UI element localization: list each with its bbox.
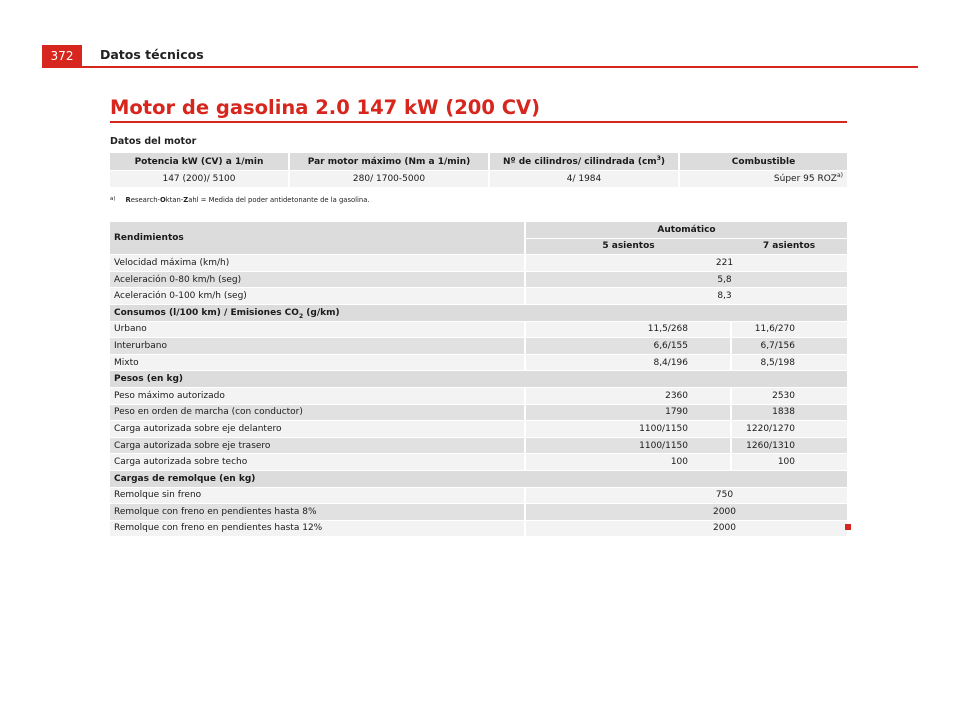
perf-header-row-1 bbox=[110, 222, 847, 238]
cell-fuel bbox=[679, 171, 847, 188]
row-value: 221 bbox=[525, 255, 847, 272]
page-title: Motor de gasolina 2.0 147 kW (200 CV) bbox=[110, 96, 541, 119]
title-divider bbox=[110, 121, 847, 123]
performance-table bbox=[110, 222, 847, 537]
section-label-pre: Consumos (l/100 km) / Emisiones CO bbox=[114, 307, 299, 318]
header-divider bbox=[42, 66, 918, 68]
row-value-5: 100 bbox=[525, 454, 731, 471]
table-row bbox=[110, 338, 847, 355]
section-label bbox=[110, 304, 847, 321]
row-value-7: 6,7/156 bbox=[731, 338, 847, 355]
table-row bbox=[110, 520, 847, 537]
row-value: 2000 bbox=[525, 504, 847, 521]
header-cylinders-sup: 3 bbox=[656, 154, 661, 162]
header-torque: Par motor máximo (Nm a 1/min) bbox=[289, 153, 489, 171]
row-value-5: 8,4/196 bbox=[525, 354, 731, 371]
row-value-7: 1838 bbox=[731, 404, 847, 421]
row-label: Peso máximo autorizado bbox=[110, 387, 525, 404]
row-label: Remolque sin freno bbox=[110, 487, 525, 504]
table-row bbox=[110, 421, 847, 438]
header-power: Potencia kW (CV) a 1/min bbox=[110, 153, 289, 171]
perf-col-label: Rendimientos bbox=[110, 222, 525, 255]
end-of-section-marker bbox=[845, 524, 851, 530]
row-value-7: 1220/1270 bbox=[731, 421, 847, 438]
row-label: Peso en orden de marcha (con conductor) bbox=[110, 404, 525, 421]
section-title: Datos técnicos bbox=[100, 47, 204, 62]
table-row bbox=[110, 321, 847, 338]
table-row bbox=[110, 437, 847, 454]
section-label-post: (g/km) bbox=[303, 307, 340, 318]
cell-cylinders: 4/ 1984 bbox=[489, 171, 679, 188]
cell-power: 147 (200)/ 5100 bbox=[110, 171, 289, 188]
table-row bbox=[110, 387, 847, 404]
row-value: 2000 bbox=[525, 520, 847, 537]
table-row bbox=[110, 487, 847, 504]
row-label: Velocidad máxima (km/h) bbox=[110, 255, 525, 272]
footnote-t3: ahl = Medida del poder antidetonante de la gasolina. bbox=[188, 196, 370, 204]
row-label: Urbano bbox=[110, 321, 525, 338]
row-label: Carga autorizada sobre eje delantero bbox=[110, 421, 525, 438]
section-row-consumption bbox=[110, 304, 847, 321]
footnote-z: Z bbox=[183, 196, 189, 204]
row-value: 750 bbox=[525, 487, 847, 504]
row-value-5: 11,5/268 bbox=[525, 321, 731, 338]
row-value-7: 11,6/270 bbox=[731, 321, 847, 338]
row-label: Carga autorizada sobre eje trasero bbox=[110, 437, 525, 454]
footnote-t1: esearch- bbox=[130, 196, 160, 204]
row-value-7: 2530 bbox=[731, 387, 847, 404]
cell-torque: 280/ 1700-5000 bbox=[289, 171, 489, 188]
engine-table-row bbox=[110, 171, 847, 188]
footnote-r: R bbox=[125, 196, 131, 204]
row-label: Aceleración 0-100 km/h (seg) bbox=[110, 288, 525, 305]
perf-sub-5-seats: 5 asientos bbox=[525, 238, 731, 255]
table-row bbox=[110, 454, 847, 471]
table-row bbox=[110, 504, 847, 521]
section-label: Pesos (en kg) bbox=[110, 371, 847, 388]
row-value-5: 1100/1150 bbox=[525, 437, 731, 454]
row-value-7: 8,5/198 bbox=[731, 354, 847, 371]
engine-table-header bbox=[110, 153, 847, 171]
row-value: 5,8 bbox=[525, 271, 847, 288]
cell-fuel-sup: a) bbox=[836, 172, 843, 179]
table-row bbox=[110, 354, 847, 371]
row-label: Remolque con freno en pendientes hasta 8% bbox=[110, 504, 525, 521]
footnote bbox=[110, 196, 370, 204]
table-row bbox=[110, 404, 847, 421]
table-row bbox=[110, 271, 847, 288]
engine-data-subtitle: Datos del motor bbox=[110, 136, 197, 147]
header-fuel: Combustible bbox=[679, 153, 847, 171]
row-value-5: 1790 bbox=[525, 404, 731, 421]
section-row-trailer bbox=[110, 470, 847, 487]
table-row bbox=[110, 255, 847, 272]
header-cylinders bbox=[489, 153, 679, 171]
row-label: Remolque con freno en pendientes hasta 12% bbox=[110, 520, 525, 537]
row-value-7: 100 bbox=[731, 454, 847, 471]
page-number: 372 bbox=[42, 45, 82, 67]
section-label-sub: 2 bbox=[298, 312, 304, 320]
footnote-o: O bbox=[159, 196, 166, 204]
footnote-t2: ktan- bbox=[165, 196, 184, 204]
row-label: Mixto bbox=[110, 354, 525, 371]
header-cylinders-text: Nº de cilindros/ cilindrada (cm bbox=[503, 156, 657, 167]
perf-group-header: Automático bbox=[525, 222, 847, 238]
row-value-5: 1100/1150 bbox=[525, 421, 731, 438]
section-row-weights bbox=[110, 371, 847, 388]
table-row bbox=[110, 288, 847, 305]
cell-fuel-text: Súper 95 ROZ bbox=[773, 174, 837, 184]
engine-data-table bbox=[110, 153, 847, 187]
header-cylinders-close: ) bbox=[660, 156, 665, 167]
section-label: Cargas de remolque (en kg) bbox=[110, 470, 847, 487]
perf-sub-7-seats: 7 asientos bbox=[731, 238, 847, 255]
row-label: Aceleración 0-80 km/h (seg) bbox=[110, 271, 525, 288]
row-value-5: 2360 bbox=[525, 387, 731, 404]
row-value-7: 1260/1310 bbox=[731, 437, 847, 454]
row-label: Carga autorizada sobre techo bbox=[110, 454, 525, 471]
footnote-mark: a) bbox=[110, 196, 116, 202]
row-value-5: 6,6/155 bbox=[525, 338, 731, 355]
row-label: Interurbano bbox=[110, 338, 525, 355]
row-value: 8,3 bbox=[525, 288, 847, 305]
